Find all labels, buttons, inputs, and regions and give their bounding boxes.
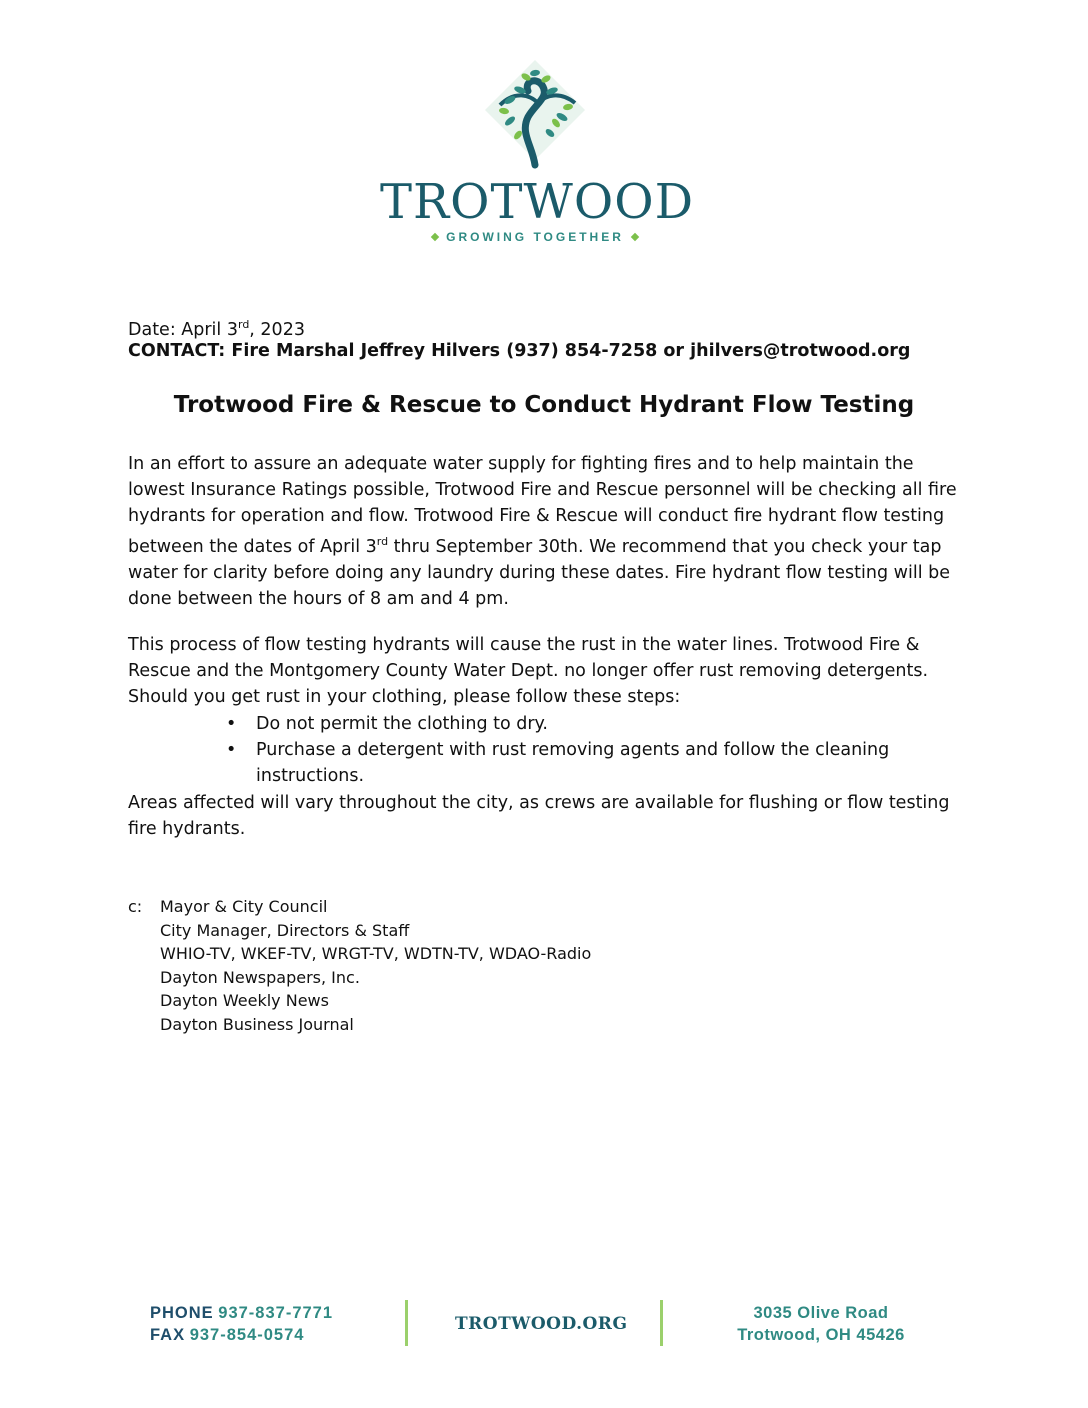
letterhead-footer xyxy=(0,1298,1088,1350)
list-item: • Do not permit the clothing to dry. xyxy=(128,711,958,737)
address-line-2: Trotwood, OH 45426 xyxy=(737,1326,905,1344)
cc-recipient: Mayor & City Council xyxy=(160,897,328,916)
list-item: • Purchase a detergent with rust removing agents and follow the cleaning instructions. xyxy=(128,737,958,789)
cc-recipient: Dayton Weekly News xyxy=(160,991,329,1010)
footer-website: TROTWOOD.ORG xyxy=(455,1314,628,1334)
body-paragraph-3: Areas affected will vary throughout the city, as crews are available for flushing or flow testing fire hydrants. xyxy=(128,793,950,839)
phone-number: 937-837-7771 xyxy=(218,1304,334,1322)
footer-address xyxy=(726,1302,916,1346)
contact-line: CONTACT: Fire Marshal Jeffrey Hilvers (937) 854-7258 or jhilvers@trotwood.org xyxy=(128,341,911,361)
diamond-icon xyxy=(631,233,639,241)
cc-recipient: WHIO-TV, WKEF-TV, WRGT-TV, WDTN-TV, WDAO-Radio xyxy=(160,944,592,963)
logo-wordmark: TROTWOOD xyxy=(380,174,695,230)
body-paragraph-1: In an effort to assure an adequate water supply for fighting fires and to help maintain the lowest Insurance Ratings possible, Trotwood Fire and Rescue personnel will be checking all fire hydrants for operation and flow. Trotwood Fire & Rescue will conduct fire hydrant flow testing between the dates of April 3rd thru September 30th. We recommend that you check your tap water for clarity before doing any laundry during these dates. Fire hydrant flow testing will be done between the hours of 8 am and 4 pm. xyxy=(128,454,957,609)
footer-contact xyxy=(150,1302,333,1346)
tagline-text: GROWING TOGETHER xyxy=(446,230,624,244)
fax-label: FAX xyxy=(150,1326,186,1344)
cc-recipient: Dayton Newspapers, Inc. xyxy=(160,967,360,987)
cc-recipient-list xyxy=(160,895,760,1036)
logo-tagline xyxy=(380,230,690,244)
address-line-1: 3035 Olive Road xyxy=(753,1304,889,1322)
tree-logo-icon xyxy=(480,55,590,170)
fax-number: 937-854-0574 xyxy=(189,1326,305,1344)
body-paragraph-2: This process of flow testing hydrants will cause the rust in the water lines. Trotwood Fire & Rescue and the Montgomery County Water Dept. no longer offer rust removing detergents. Should you get rust in your clothing, please follow these steps: xyxy=(128,635,929,707)
letterhead-logo xyxy=(380,55,695,244)
diamond-icon xyxy=(431,233,439,241)
cc-label: c: xyxy=(128,897,143,916)
footer-divider xyxy=(660,1300,663,1346)
release-date: Date: April 3rd, 2023 xyxy=(128,318,305,340)
cc-recipient: Dayton Business Journal xyxy=(160,1014,354,1034)
phone-label: PHONE xyxy=(150,1304,214,1322)
cc-recipient: City Manager, Directors & Staff xyxy=(160,920,410,940)
steps-list xyxy=(128,711,958,789)
footer-divider xyxy=(405,1300,408,1346)
page-title: Trotwood Fire & Rescue to Conduct Hydrant Flow Testing xyxy=(173,392,915,418)
